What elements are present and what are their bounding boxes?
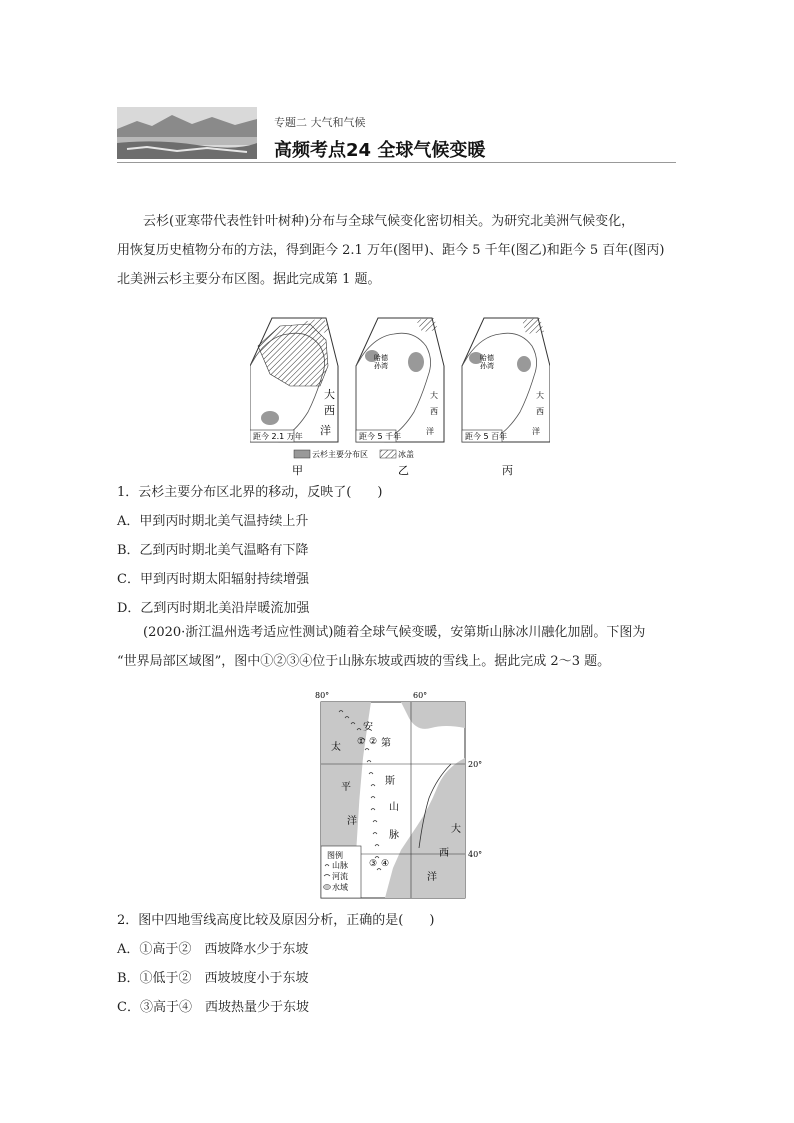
point-3: ③ [369, 859, 378, 869]
map-yi-caption: 距今 5 千年 [359, 432, 402, 441]
atlantic-char-1: 大 [451, 824, 461, 835]
pacific-char-1: 太 [331, 742, 341, 753]
question-1 [117, 478, 679, 623]
question-1-stem: 1．云杉主要分布区北界的移动，反映了( ) [117, 485, 383, 500]
point-1: ① [357, 737, 366, 747]
andes-char-5: 脉 [389, 830, 399, 841]
andes-char-4: 山 [389, 802, 399, 813]
legend-spruce-swatch [294, 450, 310, 458]
lat-label-40: 40° [468, 850, 483, 859]
point-4: ④ [381, 859, 390, 869]
chapter-subtitle: 专题二 大气和气候 [274, 116, 366, 129]
figure-2-legend [321, 846, 361, 898]
question-2-option-c[interactable]: C．③高于④ 西坡热量少于东坡 [117, 1000, 309, 1015]
map-jia-ocean-3: 洋 [320, 424, 331, 437]
map-yi-ocean-2: 西 [430, 407, 438, 416]
intro-1-line-3: 北美洲云杉主要分布区图。据此完成第 1 题。 [117, 272, 381, 287]
lat-label-20: 20° [468, 760, 483, 769]
question-2-option-b[interactable]: B．①低于② 西坡坡度小于东坡 [117, 971, 309, 986]
lon-label-80: 80° [315, 691, 330, 700]
atlantic-char-3: 洋 [427, 872, 437, 883]
map-bing-hudson-2: 孙湾 [480, 362, 494, 370]
intro-paragraph-2 [117, 618, 679, 676]
andes-char-2: 第 [381, 738, 391, 749]
map-yi-ocean-1: 大 [430, 391, 438, 400]
point-2: ② [369, 737, 378, 747]
map-bing-hudson-1: 哈德 [480, 354, 494, 362]
legend-spruce-label: 云杉主要分布区 [312, 450, 368, 459]
andes-char-3: 斯 [385, 776, 395, 787]
legend-ice-swatch [380, 450, 396, 458]
question-1-option-a[interactable]: A．甲到丙时期北美气温持续上升 [117, 514, 309, 529]
question-2-option-a[interactable]: A．①高于② 西坡降水少于东坡 [117, 942, 309, 957]
map-bing-ocean-3: 洋 [532, 427, 540, 436]
map-jia-ocean-1: 大 [324, 388, 335, 401]
map-bing-ocean-1: 大 [536, 391, 544, 400]
intro-paragraph-1 [117, 207, 679, 294]
intro-2-line-1: (2020·浙江温州选考适应性测试)随着全球气候变暖，安第斯山脉冰川融化加剧。下图为 [143, 625, 646, 640]
figure-south-america-map [305, 688, 490, 900]
map-jia-ocean-2: 西 [324, 404, 335, 417]
legend-ice-label: 冰盖 [398, 450, 414, 459]
map-label-yi: 乙 [398, 464, 409, 477]
map-jia [250, 318, 338, 442]
legend-water-icon [324, 885, 331, 890]
question-1-option-d[interactable]: D．乙到丙时期北美沿岸暖流加强 [117, 601, 310, 616]
lon-label-60: 60° [413, 691, 428, 700]
map-bing-ocean-2: 西 [536, 407, 544, 416]
intro-1-line-2: 用恢复历史植物分布的方法，得到距今 2.1 万年(图甲)、距今 5 千年(图乙)和距今 5 百年(图丙) [117, 243, 665, 258]
atlantic-char-2: 西 [439, 848, 449, 859]
legend-river: 河流 [332, 872, 348, 881]
map-label-bing: 丙 [502, 464, 513, 477]
map-yi-hudson-2: 孙湾 [374, 362, 388, 370]
legend-mountain: 山脉 [332, 861, 348, 870]
map-bing-caption: 距今 5 百年 [465, 432, 508, 441]
map-bing [462, 318, 550, 442]
map-yi [356, 318, 444, 442]
map-label-jia: 甲 [292, 464, 303, 477]
intro-2-line-2: “世界局部区域图”，图中①②③④位于山脉东坡或西坡的雪线上。据此完成 2～3 题。 [117, 654, 611, 669]
pacific-char-3: 洋 [347, 816, 357, 827]
legend-water: 水域 [332, 883, 348, 892]
map-yi-ocean-3: 洋 [426, 427, 434, 436]
header-divider [117, 162, 676, 163]
figure-spruce-maps [250, 316, 550, 480]
page-title: 高频考点24 全球气候变暖 [274, 140, 486, 161]
header-landscape-photo [117, 107, 257, 159]
legend-title: 图例 [327, 851, 343, 860]
pacific-char-2: 平 [341, 782, 351, 793]
question-1-option-c[interactable]: C．甲到丙时期太阳辐射持续增强 [117, 572, 309, 587]
map-yi-hudson-1: 哈德 [374, 354, 388, 362]
question-1-option-b[interactable]: B．乙到丙时期北美气温略有下降 [117, 543, 309, 558]
question-2 [117, 906, 679, 1022]
andes-char-1: 安 [363, 722, 373, 733]
intro-1-line-1: 云杉(亚寒带代表性针叶树种)分布与全球气候变化密切相关。为研究北美洲气候变化， [143, 214, 635, 229]
map-jia-caption: 距今 2.1 万年 [253, 432, 303, 441]
question-2-stem: 2．图中四地雪线高度比较及原因分析，正确的是( ) [117, 913, 435, 928]
